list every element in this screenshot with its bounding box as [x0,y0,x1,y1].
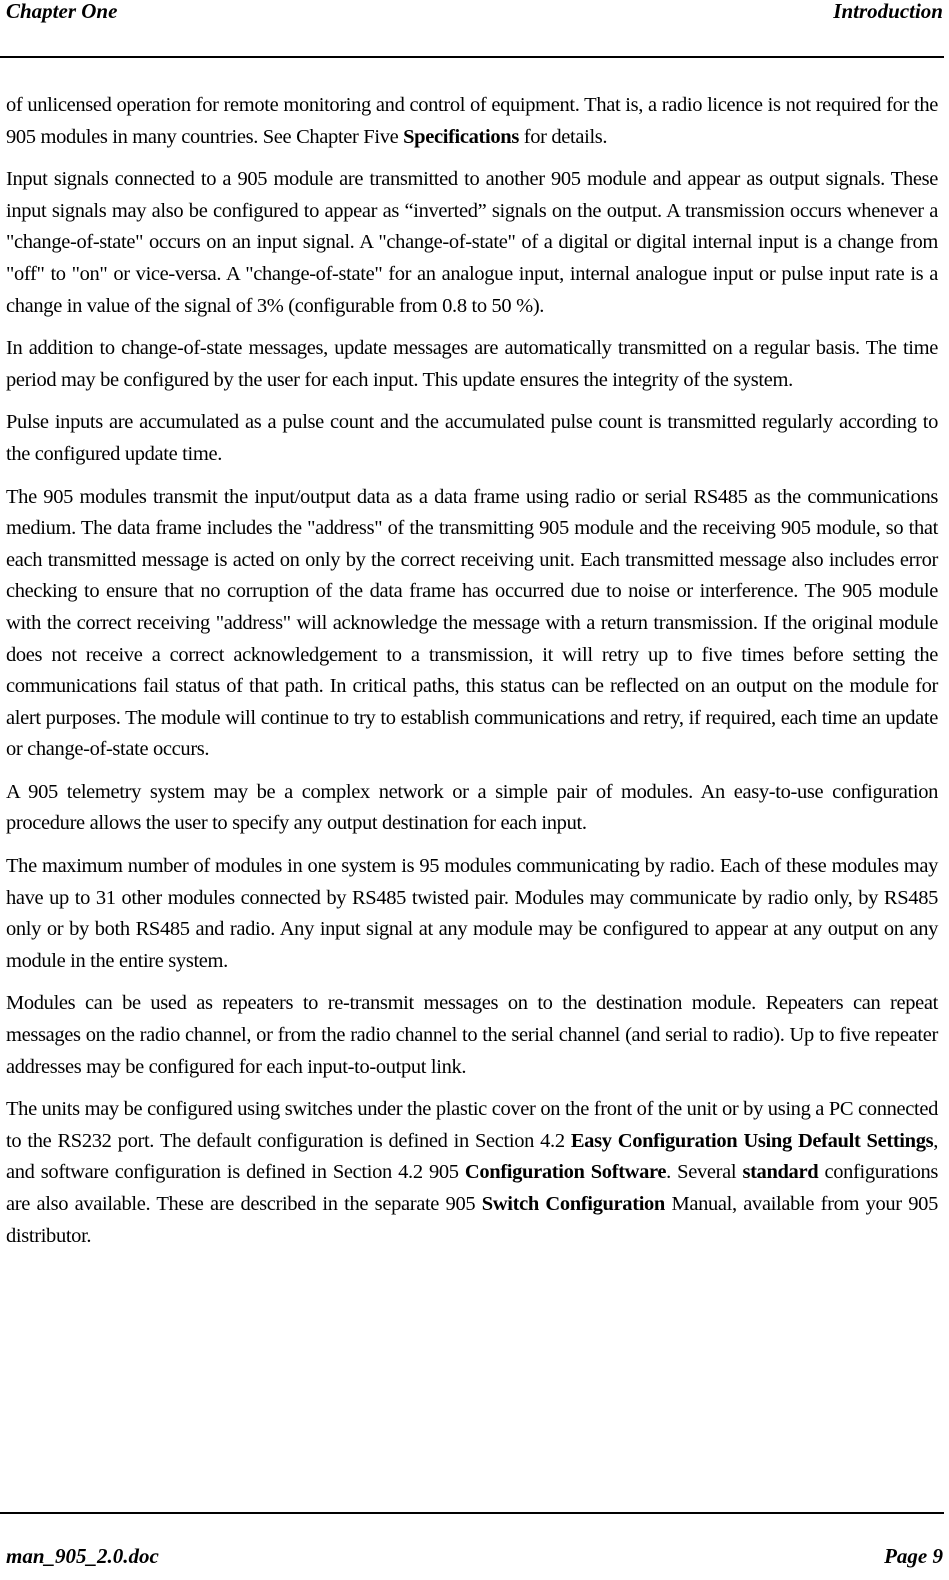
header-divider [0,56,944,58]
paragraph-4: Pulse inputs are accumulated as a pulse count and the accumulated pulse count is transmitted regularly according to the configured update time. [6,411,938,465]
footer-divider [0,1512,944,1514]
page-footer [6,1544,943,1574]
easy-configuration-bold: Easy Configuration Using Default Settings [570,1129,934,1152]
header-section-title: Introduction [833,0,943,23]
paragraph-8: Modules can be used as repeaters to re-transmit messages on to the destination module. Repeaters can repeat messages on the radio channel, or from the radio channel to the serial channel (and serial to radio). Up to five repeater addresses may be configured for each input-to-output link. [6,992,938,1078]
page-header [6,0,943,28]
paragraph-9 [6,1094,938,1252]
paragraph-7: The maximum number of modules in one system is 95 modules communicating by radio. Each of these modules may have up to 31 other modules connected by RS485 twisted pair. Modules may communicate by radio only, by RS485 only or by both RS485 and radio. Any input signal at any module may be configured to appear at any output on any module in the entire system. [6,855,938,972]
document-body [6,90,938,1263]
paragraph-9-text-i: Manual, available from your 905 distributor. [6,1193,938,1247]
paragraph-5: The 905 modules transmit the input/output data as a data frame using radio or serial RS485 as the communications medium. The data frame includes the "address" of the transmitting 905 module and the receiving 905 module, so that each transmitted message is acted on only by the correct receiving unit. Each transmitted message also includes error checking to ensure that no corruption of the data frame has occurred due to noise or interference. The 905 module with the correct receiving "address" will acknowledge the message with a return transmission. If the original module does not receive a correct acknowledgement to a transmission, it will retry up to five times before setting the communications fail status of that path. In critical paths, this status can be reflected on an output on the module for alert purposes. The module will continue to try to establish communications and retry, if required, each time an update or change-of-state occurs. [6,485,938,761]
standard-bold: standard [742,1161,819,1184]
paragraph-9-text-c: , and software configuration is defined in Section 4.2 905 [6,1129,938,1184]
configuration-software-bold: Configuration Software [464,1161,667,1184]
specifications-bold: Specifications [403,125,519,148]
header-chapter: Chapter One [6,0,118,23]
paragraph-1-text-a: of unlicensed operation for remote monitoring and control of equipment. That is, a radio licence is not required for the 905 modules in many countries. See Chapter Five [6,94,938,148]
footer-page-number: Page 9 [884,1544,943,1568]
paragraph-1-text-c: for details. [518,125,608,148]
paragraph-1 [6,90,938,153]
paragraph-9-text-a: The units may be configured using switches under the plastic cover on the front of the unit or by using a PC connected to the RS232 port. The default configuration is defined in Section 4.2 [6,1098,938,1152]
paragraph-6: A 905 telemetry system may be a complex network or a simple pair of modules. An easy-to-use configuration procedure allows the user to specify any output destination for each input. [6,780,938,835]
footer-filename: man_905_2.0.doc [6,1544,159,1568]
paragraph-9-text-g: configurations are also available. These are described in the separate 905 [6,1161,939,1215]
paragraph-2: Input signals connected to a 905 module are transmitted to another 905 module and appear as output signals. These input signals may also be configured to appear as “inverted” signals on the output. A transmission occurs whenever a "change-of-state" occurs on an input signal. A "change-of-state" of a digital or digital internal input is a change from "off" to "on" or vice-versa. A "change-of-state" for an analogue input, internal analogue input or pulse input rate is a change in value of the signal of 3% (configurable from 0.8 to 50 %). [6,168,938,317]
paragraph-9-text-e: . Several [666,1161,743,1184]
paragraph-3: In addition to change-of-state messages, update messages are automatically transmitted on a regular basis. The time period may be configured by the user for each input. This update ensures the integrity of the system. [6,337,938,391]
switch-configuration-bold: Switch Configuration [481,1193,665,1215]
